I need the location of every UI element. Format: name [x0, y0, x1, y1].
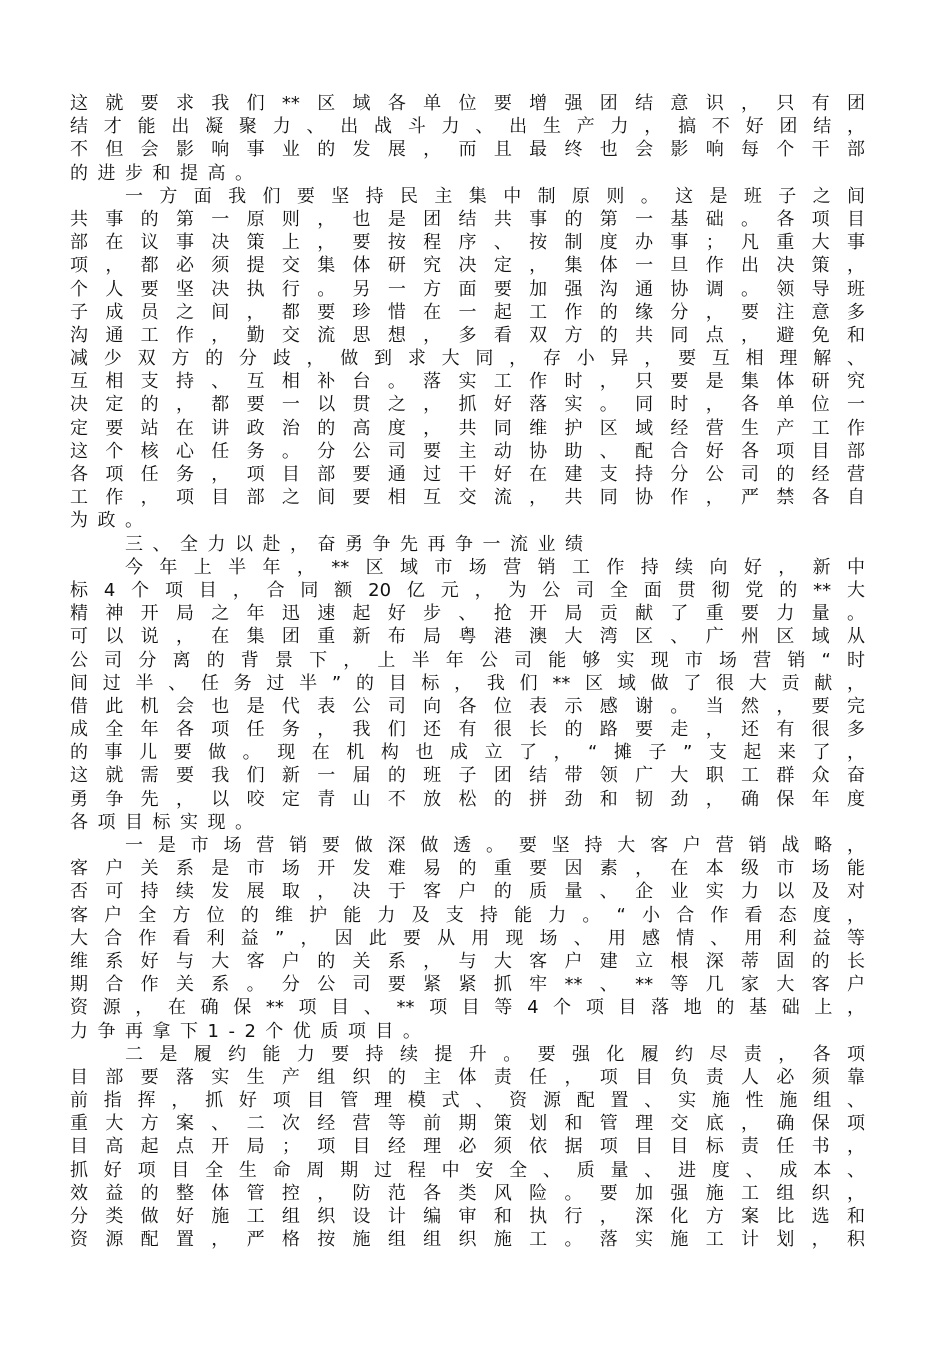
- text-line: 效益的整体管控，防范各类风险。要加强施工组织，: [70, 1182, 865, 1204]
- text-line: 互相支持、互相补台。落实工作时，只要是集体研究: [70, 371, 865, 393]
- text-line: 这个核心任务。分公司要主动协助、配合好各项目部: [70, 440, 865, 462]
- text-line: 项，都必须提交集体研究决定，集体一旦作出决策，: [70, 255, 865, 277]
- text-line: 重大方案、二次经营等前期策划和管理交底，确保项: [70, 1113, 865, 1135]
- text-line: 定要站在讲政治的高度，共同维护区域经营生产工作: [70, 417, 865, 439]
- text-line: 前指挥，抓好项目管理模式、资源配置、实施性施组、: [70, 1090, 865, 1112]
- text-line: 为政。: [70, 510, 153, 532]
- text-line: 维系好与大客户的关系，与大客户建立根深蒂固的长: [70, 950, 865, 972]
- text-line: 共事的第一原则，也是团结共事的第一基础。各项目: [70, 208, 865, 230]
- text-line: 这就需要我们新一届的班子团结带领广大职工群众奋: [70, 765, 865, 787]
- text-line: 否可持续发展取，决于客户的质量、企业实力以及对: [70, 881, 865, 903]
- text-line: 借此机会也是代表公司向各位表示感谢。当然，要完: [70, 695, 865, 717]
- text-line: 各项任务，项目部要通过干好在建支持分公司的经营: [70, 464, 865, 485]
- text-line: 公司分离的背景下，上半年公司能够实现市场营销“时: [70, 649, 865, 671]
- section-heading: 三、全力以赴，奋勇争先再争一流业绩: [125, 533, 593, 555]
- text-line: 目高起点开局；项目经理必须依据项目目标责任书，: [70, 1136, 865, 1158]
- text-line: 子成员之间，都要珍惜在一起工作的缘分，要注意多: [70, 301, 865, 323]
- text-line: 二是履约能力要持续提升。要强化履约尽责，各项: [125, 1043, 865, 1065]
- text-line: 资源，在确保**项目、**项目等4个项目落地的基础上，: [70, 997, 865, 1019]
- text-line: 客户关系是市场开发难易的重要因素，在本级市场能: [70, 858, 865, 880]
- text-line: 可以说，在集团重新布局粤港澳大湾区、广州区域从: [70, 626, 865, 648]
- text-line: 工作，项目部之间要相互交流，共同协作，严禁各自: [70, 487, 865, 509]
- text-line: 分类做好施工组织设计编审和执行，深化方案比选和: [70, 1206, 865, 1227]
- text-line: 力争再拿下1-2个优质项目。: [70, 1020, 431, 1042]
- text-line: 精神开局之年迅速起好步、抢开局贡献了重要力量。: [70, 603, 865, 625]
- text-line: 的进步和提高。: [70, 162, 263, 184]
- text-line: 勇争先，以咬定青山不放松的拼劲和韧劲，确保年度: [70, 788, 865, 810]
- text-line: 个人要坚决执行。另一方面要加强沟通协调。领导班: [70, 278, 865, 300]
- text-line: 一是市场营销要做深做透。要坚持大客户营销战略，: [125, 835, 865, 856]
- text-line: 标4个项目，合同额20亿元，为公司全面贯彻党的**大: [70, 579, 865, 601]
- text-line: 今年上半年，**区域市场营销工作持续向好，新中: [125, 556, 865, 578]
- text-line: 一方面我们要坚持民主集中制原则。这是班子之间: [125, 185, 865, 207]
- text-line: 成全年各项任务，我们还有很长的路要走，还有很多: [70, 719, 865, 741]
- text-line: 期合作关系。分公司要紧紧抓牢**、**等几家大客户: [70, 974, 865, 996]
- text-line: 客户全方位的维护能力及支持能力。“小合作看态度，: [70, 904, 865, 926]
- text-line: 的事儿要做。现在机构也成立了，“摊子”支起来了，: [70, 742, 865, 764]
- document-body: [70, 92, 865, 1251]
- text-line: 间过半、任务过半”的目标，我们**区域做了很大贡献，: [70, 672, 865, 694]
- text-line: 抓好项目全生命周期过程中安全、质量、进度、成本、: [70, 1159, 865, 1181]
- text-line: 目部要落实生产组织的主体责任，项目负责人必须靠: [70, 1066, 865, 1088]
- text-line: 这就要求我们**区域各单位要增强团结意识，只有团: [70, 93, 865, 114]
- text-line: 各项目标实现。: [70, 811, 263, 833]
- text-line: 大合作看利益”，因此要从用现场、用感情、用利益等: [70, 927, 865, 949]
- text-line: 减少双方的分歧，做到求大同，存小异，要互相理解、: [70, 348, 865, 370]
- text-line: 决定的，都要一以贯之，抓好落实。同时，各单位一: [70, 394, 865, 416]
- text-line: 资源配置，严格按施组组织施工。落实施工计划，积: [70, 1229, 865, 1251]
- text-line: 结才能出凝聚力、出战斗力、出生产力，搞不好团结，: [70, 116, 865, 138]
- text-line: 沟通工作，勤交流思想，多看双方的共同点，避免和: [70, 324, 865, 346]
- text-line: 部在议事决策上，要按程序、按制度办事；凡重大事: [70, 232, 865, 254]
- text-line: 不但会影响事业的发展，而且最终也会影响每个干部: [70, 139, 865, 161]
